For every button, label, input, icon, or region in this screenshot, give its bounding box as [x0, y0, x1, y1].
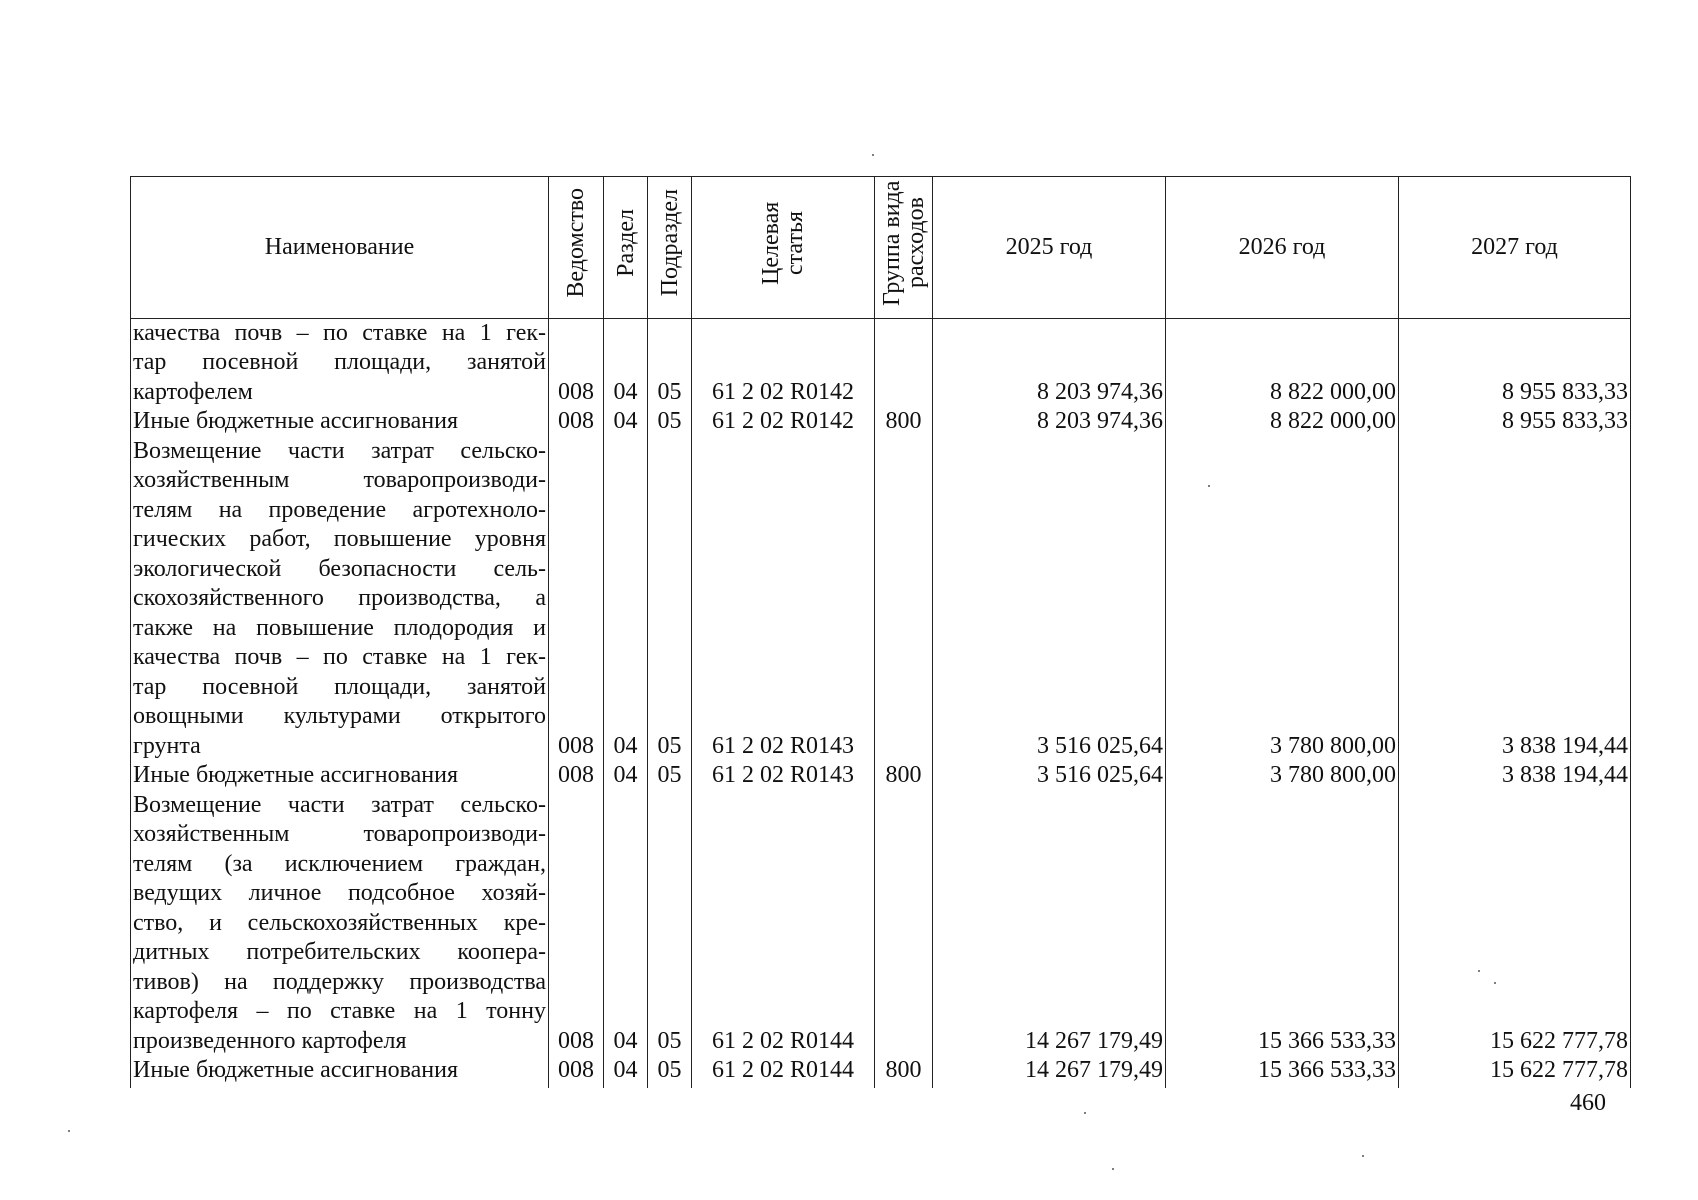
- cell-ved: 008: [549, 761, 604, 791]
- scan-speck: [1478, 970, 1480, 972]
- cell-year-2026: 3 780 800,00: [1166, 437, 1399, 762]
- name-line: произведенного картофеля: [133, 1027, 407, 1054]
- name-line: тар посевной площади, занятой: [133, 673, 546, 700]
- cell-name: [131, 318, 549, 407]
- name-line: Иные бюджетные ассигнования: [133, 408, 458, 434]
- cell-year-2025: 8 203 974,36: [933, 318, 1166, 407]
- cell-ved: 008: [549, 437, 604, 762]
- name-line: картофеля – по ставке на 1 тонну: [133, 998, 546, 1024]
- page-number: 460: [1570, 1090, 1606, 1116]
- scan-speck: [1208, 485, 1210, 487]
- cell-year-2025: 8 203 974,36: [933, 407, 1166, 437]
- cell-name: [131, 407, 549, 437]
- cell-ved: 008: [549, 791, 604, 1057]
- table-body: [131, 318, 1631, 1088]
- scan-speck: [1362, 1155, 1364, 1157]
- cell-razdel: 04: [604, 1056, 648, 1088]
- name-line: овощными культурами открытого: [133, 703, 546, 729]
- cell-year-2025: 14 267 179,49: [933, 1056, 1166, 1088]
- cell-year-2025: 3 516 025,64: [933, 437, 1166, 762]
- cell-gruppa: 800: [875, 407, 933, 437]
- cell-gruppa: [875, 791, 933, 1057]
- scan-speck: [872, 154, 874, 156]
- name-line: экологической безопасности сель-: [133, 555, 546, 582]
- name-line: хозяйственным товаропроизводи-: [133, 467, 546, 493]
- cell-year-2027: 3 838 194,44: [1399, 437, 1631, 762]
- cell-year-2027: 15 622 777,78: [1399, 791, 1631, 1057]
- name-line: тар посевной площади, занятой: [133, 349, 546, 375]
- cell-name: [131, 791, 549, 1057]
- cell-celevaya: 61 2 02 R0144: [692, 1056, 875, 1088]
- header-razdel: Раздел: [604, 177, 648, 319]
- cell-year-2026: 15 366 533,33: [1166, 1056, 1399, 1088]
- cell-name: [131, 437, 549, 762]
- cell-name: [131, 761, 549, 791]
- header-ved: Ведомство: [549, 177, 604, 319]
- cell-year-2027: 3 838 194,44: [1399, 761, 1631, 791]
- name-line: Возмещение части затрат сельско-: [133, 437, 546, 464]
- header-podrazdel: Подраздел: [648, 177, 692, 319]
- name-line: телям на проведение агротехноло-: [133, 496, 546, 523]
- cell-year-2026: 3 780 800,00: [1166, 761, 1399, 791]
- name-line: ство, и сельскохозяйственных кре-: [133, 909, 546, 936]
- scan-speck: [1494, 982, 1496, 984]
- table-header: [131, 177, 1631, 319]
- name-line: Иные бюджетные ассигнования: [133, 1057, 458, 1083]
- name-line: дитных потребительских коопера-: [133, 939, 546, 965]
- table-row: [131, 407, 1631, 437]
- name-line: Возмещение части затрат сельско-: [133, 791, 546, 818]
- table-row: [131, 761, 1631, 791]
- cell-celevaya: 61 2 02 R0143: [692, 437, 875, 762]
- name-line: гических работ, повышение уровня: [133, 526, 546, 552]
- name-line: скохозяйственного производства, а: [133, 585, 546, 611]
- scan-speck: [68, 1130, 70, 1132]
- name-line: Иные бюджетные ассигнования: [133, 762, 458, 788]
- cell-ved: 008: [549, 1056, 604, 1088]
- header-year-2025: 2025 год: [933, 177, 1166, 319]
- cell-year-2027: 15 622 777,78: [1399, 1056, 1631, 1088]
- name-line: качества почв – по ставке на 1 гек-: [133, 644, 546, 670]
- header-name: Наименование: [131, 177, 549, 319]
- cell-gruppa: [875, 318, 933, 407]
- cell-celevaya: 61 2 02 R0142: [692, 407, 875, 437]
- cell-ved: 008: [549, 318, 604, 407]
- cell-year-2025: 14 267 179,49: [933, 791, 1166, 1057]
- table-row: [131, 318, 1631, 407]
- header-year-2026: 2026 год: [1166, 177, 1399, 319]
- cell-celevaya: 61 2 02 R0142: [692, 318, 875, 407]
- name-line: качества почв – по ставке на 1 гек-: [133, 319, 546, 346]
- cell-year-2027: 8 955 833,33: [1399, 318, 1631, 407]
- cell-year-2026: 8 822 000,00: [1166, 407, 1399, 437]
- name-line: телям (за исключением граждан,: [133, 850, 546, 877]
- header-gruppa: Группа вида расходов: [875, 177, 933, 319]
- header-celevaya: Целевая статья: [692, 177, 875, 319]
- cell-year-2025: 3 516 025,64: [933, 761, 1166, 791]
- cell-podrazdel: 05: [648, 1056, 692, 1088]
- cell-celevaya: 61 2 02 R0144: [692, 791, 875, 1057]
- cell-podrazdel: 05: [648, 437, 692, 762]
- header-year-2027: 2027 год: [1399, 177, 1631, 319]
- cell-name: [131, 1056, 549, 1088]
- cell-razdel: 04: [604, 761, 648, 791]
- cell-gruppa: 800: [875, 1056, 933, 1088]
- table-row: [131, 791, 1631, 1057]
- cell-year-2026: 8 822 000,00: [1166, 318, 1399, 407]
- cell-gruppa: [875, 437, 933, 762]
- table-row: [131, 437, 1631, 762]
- name-line: тивов) на поддержку производства: [133, 968, 546, 995]
- cell-podrazdel: 05: [648, 791, 692, 1057]
- cell-year-2026: 15 366 533,33: [1166, 791, 1399, 1057]
- scan-speck: [1084, 1112, 1086, 1114]
- cell-razdel: 04: [604, 318, 648, 407]
- budget-table: [130, 176, 1631, 1088]
- cell-gruppa: 800: [875, 761, 933, 791]
- name-line: хозяйственным товаропроизводи-: [133, 821, 546, 847]
- cell-razdel: 04: [604, 407, 648, 437]
- cell-podrazdel: 05: [648, 761, 692, 791]
- table-row: [131, 1056, 1631, 1088]
- scan-speck: [1112, 1168, 1114, 1170]
- cell-year-2027: 8 955 833,33: [1399, 407, 1631, 437]
- cell-celevaya: 61 2 02 R0143: [692, 761, 875, 791]
- name-line: ведущих личное подсобное хозяй-: [133, 880, 546, 906]
- name-line: картофелем: [133, 378, 253, 405]
- cell-razdel: 04: [604, 437, 648, 762]
- name-line: грунта: [133, 732, 201, 759]
- cell-podrazdel: 05: [648, 407, 692, 437]
- name-line: также на повышение плодородия и: [133, 614, 546, 641]
- cell-razdel: 04: [604, 791, 648, 1057]
- cell-podrazdel: 05: [648, 318, 692, 407]
- cell-ved: 008: [549, 407, 604, 437]
